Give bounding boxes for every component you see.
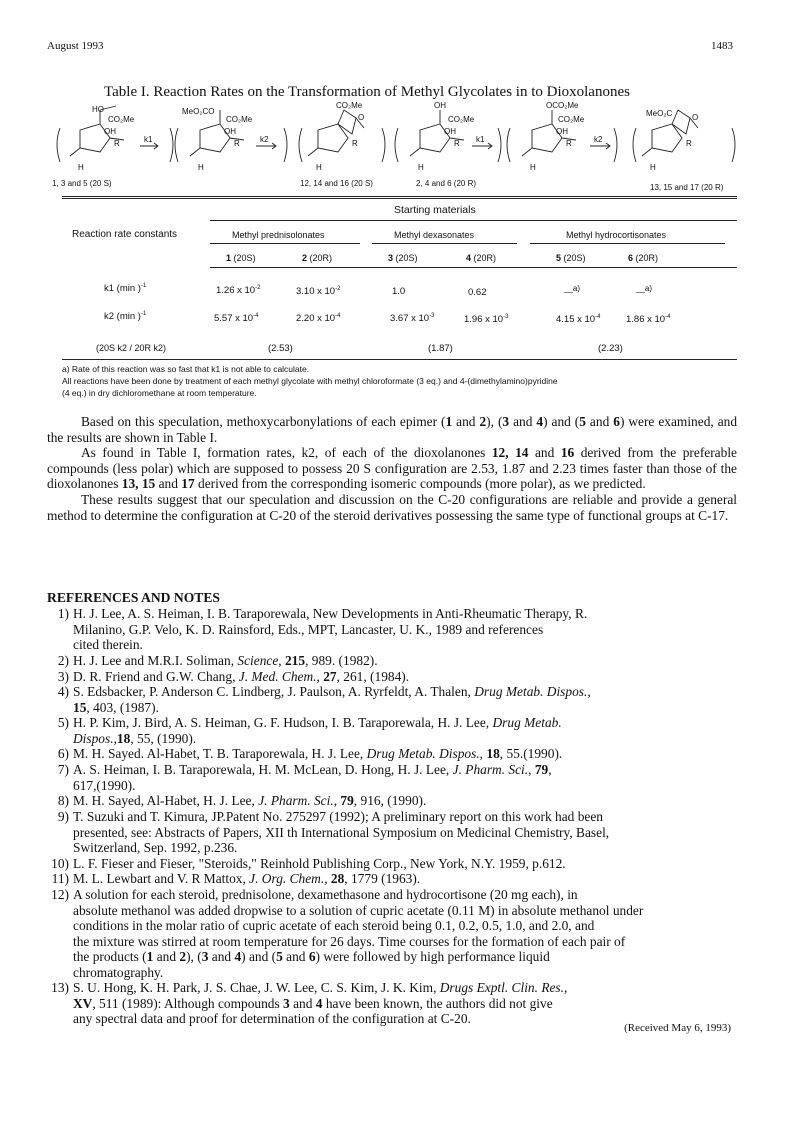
brace-left-5 [507,128,510,162]
brace-right-5 [614,128,617,162]
k1-row-label: k1 (min )$^{-1}$ [104,283,147,295]
compound-header-5: 5 (20S) [556,253,586,263]
k2-cell-3: 3.67 x $10^{-3}$ [390,313,435,325]
h-label-4: H [418,163,424,172]
brace-left-4 [395,128,398,162]
group-rule-3 [530,243,725,244]
paragraph-2: As found in Table I, formation rates, k2, of each of the dioxolanones 12, 14 and 16 derived from the preferable compounds (less polar) which are supposed to possess 20 S configuration are 2.53, 1.87 and 2.23 times faster than those of the dioxolanones 13, 15 and 17 derived from the corresponding isomeric compounds (more polar), as we predicted. [47,445,737,492]
page-number: 1483 [711,40,733,52]
group-rule-1 [210,243,360,244]
group-heading-1: Methyl prednisolonates [232,230,325,240]
reference-3: 3) D. R. Friend and G.W. Chang, J. Med. Chem., 27, 261, (1984). [57,669,410,684]
reference-13: 13) S. U. Hong, K. H. Park, J. S. Chae, J. W. Lee, C. S. Kim, J. K. Kim, Drugs Exptl. Clin. Res., XV, 511 (1989): Although compounds 3 and 4 have been known, the authors did not give any spectral data and proof for determination of the configuration at C-20. [51,980,568,1026]
oh-label-1: OH [104,127,116,136]
row-header: Reaction rate constants [72,229,178,240]
reference-4: 4) S. Edsbacker, P. Anderson C. Lindberg, J. Paulson, A. Ryrfeldt, A. Thalen, Drug Metab. Dispos., 15, 403, (1987). [57,684,591,715]
body-paragraphs [47,414,737,523]
co2me-label-2: CO₂Me [226,115,253,124]
ratio-row-label: (20S k2 / 20R k2) [96,343,167,353]
starting-materials-heading: Starting materials [394,204,476,216]
r-label-6: R [686,139,692,148]
co2me-label-3: CO₂Me [336,101,363,110]
k1-cell-2: 3.10 x $10^{-2}$ [296,286,341,298]
compound-group-label-2: 12, 14 and 16 (20 S) [300,179,373,188]
k2-label-a: k2 [260,135,269,144]
h-label-6: H [650,163,656,172]
compound-header-4: 4 (20R) [466,253,497,263]
k2-cell-2: 2.20 x $10^{-4}$ [296,313,341,325]
table-top-rule [62,196,737,197]
reaction-scheme [52,100,742,192]
brace-left-1 [57,128,60,162]
h-label-5: H [530,163,536,172]
dioxolanone-ring-1 [308,110,356,156]
oh-label-3: OH [444,127,456,136]
paragraph-3: These results suggest that our speculation and discussion on the C-20 configurations are reliable and provide a general method to determine the configuration at C-20 of the steroid derivatives possessing the same type of functional groups at C-17. [47,491,737,523]
compound-header-2: 2 (20R) [302,253,333,263]
paragraph-1: Based on this speculation, methoxycarbonylations of each epimer (1 and 2), (3 and 4) and (5 and 6) were examined, and the results are shown in Table I. [47,414,738,445]
ratio-value-1: (2.53) [268,343,293,354]
meo2c-label: MeO₂C [646,109,673,118]
compound-header-6: 6 (20R) [628,253,659,263]
r-label-3: R [352,139,358,148]
reference-6: 6) M. H. Sayed. Al-Habet, T. B. Taraporewala, H. J. Lee, Drug Metab. Dispos., 18, 55.(1990). [57,746,563,761]
k2-label-b: k2 [594,135,603,144]
references-heading: REFERENCES AND NOTES [47,590,220,605]
occo2me-label: OCO₂Me [546,101,579,110]
table-note-a: a) Rate of this reaction was so fast that k1 is not able to calculate. [62,364,310,374]
compound-header-rule [210,267,737,268]
co2me-label-4: CO₂Me [448,115,475,124]
brace-right-4 [498,128,501,162]
table-top-rule-2 [62,198,737,199]
starting-materials-rule [210,220,737,221]
h-label-1: H [78,163,84,172]
h-label-3: H [316,163,322,172]
k1-cell-6: __a) [636,284,653,293]
received-date: (Received May 6, 1993) [624,1022,731,1034]
compound-group-label-3: 2, 4 and 6 (20 R) [416,179,477,188]
reference-12: 12) A solution for each steroid, prednisolone, dexamethasone and hydrocortisone (20 mg each), in absolute methanol was added dropwise to a solution of cupric acetate (0.11 M) in absolute methanol under conditions in the molar ratio of cupric acetate of each steroid being 0.1, 0.2, 0.5, 1.0, and 2.0, and the mixture was stirred at room temperature for 26 days. Time courses for the formation of each pair of the products (1 and 2), (3 and 4) and (5 and 6) were followed by high performance liquid chromatography. [51,887,644,980]
r-label-5: R [566,139,572,148]
ho-label-1: HO [92,105,104,114]
compound-header-1: 1 (20S) [226,253,256,263]
k1-cell-3: 1.0 [392,286,406,297]
o-label-2: O [692,113,699,122]
r-label-1: R [114,139,120,148]
reference-7: 7) A. S. Heiman, I. B. Taraporewala, H. M. McLean, D. Hong, H. J. Lee, J. Pharm. Sci., 79, 617,(1990). [57,762,552,793]
compound-group-label-1: 1, 3 and 5 (20 S) [52,179,112,188]
meo2co-label: MeO₂CO [182,107,215,116]
compound-header-3: 3 (20S) [388,253,418,263]
brace-left-6 [633,128,636,162]
k2-row-label: k2 (min )$^{-1}$ [104,311,147,323]
reference-8: 8) M. H. Sayed, Al-Habet, H. J. Lee, J. Pharm. Sci., 79, 916, (1990). [57,793,427,808]
reference-5: 5) H. P. Kim, J. Bird, A. S. Heiman, G. F. Hudson, I. B. Taraporewala, H. J. Lee, Drug Metab. Dispos.,18, 55, (1990). [57,715,562,746]
oh-label-top: OH [434,101,446,110]
table-title: Table I. Reaction Rates on the Transformation of Methyl Glycolates in to Dioxolanones [104,84,630,100]
co2me-label-5: CO₂Me [558,115,585,124]
k1-cell-4: 0.62 [468,287,487,298]
k1-label-b: k1 [476,135,485,144]
table-note-2: All reactions have been done by treatment of each methyl glycolate with methyl chloroformate (3 eq.) and 4-(dimethylamino)pyridine [62,376,558,386]
k2-cell-6: 1.86 x $10^{-4}$ [626,314,671,326]
ratio-value-2: (1.87) [428,343,453,354]
reference-1: 1) H. J. Lee, A. S. Heiman, I. B. Taraporewala, New Developments in Anti-Rheumatic Therapy, R. Milanino, G.P. Velo, K. D. Rainsford, Eds., MPT, Lancaster, U. K., 1989 and references cited therein. [57,606,588,652]
oh-label-2: OH [224,127,236,136]
running-header-date: August 1993 [47,40,104,52]
group-heading-3: Methyl hydrocortisonates [566,230,667,240]
reference-11: 11) M. L. Lewbart and V. R Mattox, J. Org. Chem., 28, 1779 (1963). [51,871,421,886]
ratio-value-3: (2.23) [598,343,623,354]
oh-label-4: OH [556,127,568,136]
group-heading-2: Methyl dexasonates [394,230,475,240]
k2-cell-4: 1.96 x $10^{-3}$ [464,314,509,326]
group-rule-2 [372,243,517,244]
table-bottom-rule [62,359,737,360]
k1-cell-1: 1.26 x $10^{-2}$ [216,285,261,297]
k2-cell-5: 4.15 x $10^{-4}$ [556,314,601,326]
h-label-2: H [198,163,204,172]
brace-right-1 [170,128,173,162]
k1-label-a: k1 [144,135,153,144]
brace-right-3 [382,128,385,162]
brace-left-2 [175,128,178,162]
k2-cell-1: 5.57 x $10^{-4}$ [214,313,259,325]
co2me-label-1: CO₂Me [108,115,135,124]
table-note-3: (4 eq.) in dry dichloromethane at room temperature. [62,388,257,398]
compound-group-label-4: 13, 15 and 17 (20 R) [650,183,724,192]
reference-10: 10) L. F. Fieser and Fieser, "Steroids," Reinhold Publishing Corp., New York, N.Y. 1959, p.612. [51,856,566,871]
r-label-2: R [234,139,240,148]
reference-2: 2) H. J. Lee and M.R.I. Soliman, Science, 215, 989. (1982). [57,653,378,668]
brace-left-3 [299,128,302,162]
k1-cell-5: __a) [564,284,581,293]
brace-right-6 [732,128,735,162]
r-label-4: R [454,139,460,148]
o-label-1: O [358,113,365,122]
reference-9: 9) T. Suzuki and T. Kimura, JP.Patent No. 275297 (1992); A preliminary report on this work had been presented, see: Abstracts of Papers, XII th International Symposium on Medicinal Chemistry, Basel, Switzerland, Sep. 1992, p.236. [57,809,610,855]
brace-right-2 [284,128,287,162]
